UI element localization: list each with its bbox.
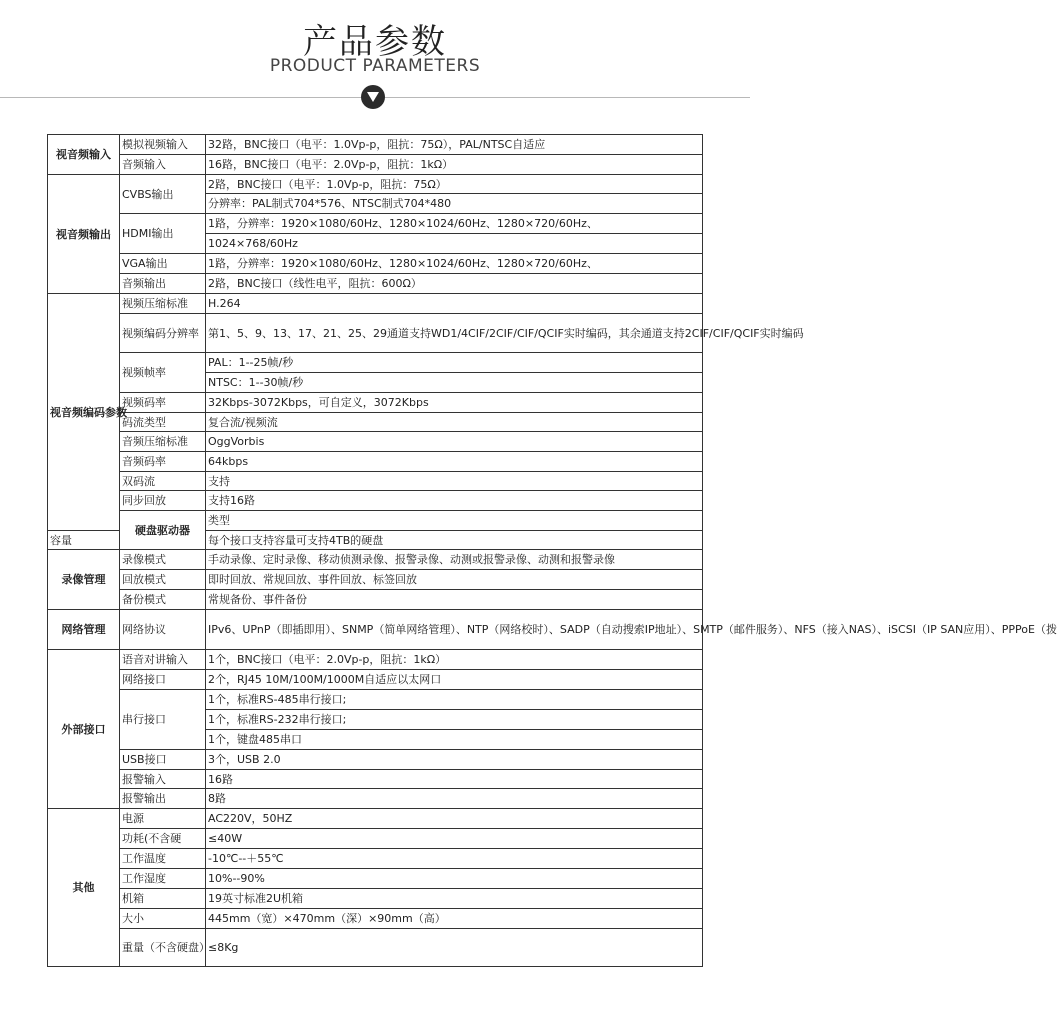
- table-row: [48, 789, 703, 809]
- param-label: 串行接口: [120, 690, 206, 750]
- param-value: 1个，标准RS-232串行接口;: [206, 710, 703, 730]
- param-value: ≤8Kg: [206, 929, 703, 967]
- param-value: 19英寸标准2U机箱: [206, 889, 703, 909]
- table-row: [48, 294, 703, 314]
- category-cell: 其他: [48, 809, 120, 967]
- table-row: [48, 550, 703, 570]
- param-label: 工作温度: [120, 849, 206, 869]
- param-label: CVBS输出: [120, 175, 206, 214]
- param-value: 8路: [206, 789, 703, 809]
- table-row: [48, 650, 703, 670]
- param-value: AC220V，50HZ: [206, 809, 703, 829]
- param-label: 报警输入: [120, 770, 206, 789]
- param-label: 工作湿度: [120, 869, 206, 889]
- param-value: 常规备份、事件备份: [206, 590, 703, 610]
- param-label: HDMI输出: [120, 214, 206, 254]
- param-label: 双码流: [120, 472, 206, 491]
- param-value: 2路，BNC接口（线性电平，阻抗：600Ω）: [206, 274, 703, 294]
- param-label: 同步回放: [120, 491, 206, 511]
- table-row: [48, 590, 703, 610]
- param-label: 报警输出: [120, 789, 206, 809]
- table-row: [48, 452, 703, 472]
- param-value: 2个，RJ45 10M/100M/1000M自适应以太网口: [206, 670, 703, 690]
- param-value: ≤40W: [206, 829, 703, 849]
- table-row: [48, 274, 703, 294]
- page-subtitle: PRODUCT PARAMETERS: [269, 56, 481, 76]
- param-value: 64kbps: [206, 452, 703, 472]
- table-row: [48, 690, 703, 710]
- table-row: [48, 175, 703, 194]
- chevron-down-icon: [361, 85, 385, 109]
- param-label: 机箱: [120, 889, 206, 909]
- param-label: 音频输入: [120, 155, 206, 175]
- category-cell: 视音频输入: [48, 135, 120, 175]
- param-label: 网络接口: [120, 670, 206, 690]
- category-cell: 网络管理: [48, 610, 120, 650]
- table-row: [48, 570, 703, 590]
- param-label: 功耗(不含硬: [120, 829, 206, 849]
- param-value: 10%--90%: [206, 869, 703, 889]
- table-row: [48, 214, 703, 234]
- category-cell: 视音频编码参数: [48, 294, 120, 531]
- table-row: [48, 770, 703, 789]
- param-label: 音频压缩标准: [120, 432, 206, 452]
- param-value: 445mm（宽）×470mm（深）×90mm（高）: [206, 909, 703, 929]
- param-value: 2路，BNC接口（电平：1.0Vp-p，阻抗：75Ω）: [206, 175, 703, 194]
- param-value: IPv6、UPnP（即插即用）、SNMP（简单网络管理）、NTP（网络校时）、SADP（自动搜索IP地址）、SMTP（邮件服务）、NFS（接入NAS）、iSCSI（IP SAN应用）、PPPoE（拨: [206, 610, 703, 650]
- table-row: [48, 314, 703, 353]
- param-value: 16路，BNC接口（电平：2.0Vp-p，阻抗：1kΩ）: [206, 155, 703, 175]
- param-value: 1024×768/60Hz: [206, 234, 703, 254]
- page-title: 产品参数: [303, 22, 447, 62]
- param-value: 3个，USB 2.0: [206, 750, 703, 770]
- table-row: [48, 829, 703, 849]
- param-value: 每个接口支持容量可支持4TB的硬盘: [206, 531, 703, 550]
- param-label: 音频输出: [120, 274, 206, 294]
- param-label: 视频压缩标准: [120, 294, 206, 314]
- table-row: [48, 889, 703, 909]
- param-label: 备份模式: [120, 590, 206, 610]
- table-row: [48, 135, 703, 155]
- param-label: 回放模式: [120, 570, 206, 590]
- table-row: [48, 849, 703, 869]
- param-label: 类型: [206, 511, 703, 531]
- table-row: [48, 155, 703, 175]
- param-value: 复合流/视频流: [206, 413, 703, 432]
- param-label: 码流类型: [120, 413, 206, 432]
- table-row: [48, 353, 703, 373]
- table-row: [48, 809, 703, 829]
- param-value: 即时回放、常规回放、事件回放、标签回放: [206, 570, 703, 590]
- param-label: 语音对讲输入: [120, 650, 206, 670]
- param-value: OggVorbis: [206, 432, 703, 452]
- param-label: USB接口: [120, 750, 206, 770]
- param-label: 录像模式: [120, 550, 206, 570]
- param-value: 手动录像、定时录像、移动侦测录像、报警录像、动测或报警录像、动测和报警录像: [206, 550, 703, 570]
- param-value: 16路: [206, 770, 703, 789]
- param-value: 32路，BNC接口（电平：1.0Vp-p，阻抗：75Ω），PAL/NTSC自适应: [206, 135, 703, 155]
- category-cell: 视音频输出: [48, 175, 120, 294]
- param-label: 电源: [120, 809, 206, 829]
- param-value: H.264: [206, 294, 703, 314]
- table-row: [48, 472, 703, 491]
- param-value: 支持: [206, 472, 703, 491]
- param-label: 重量（不含硬盘）: [120, 929, 206, 967]
- category-cell: 硬盘驱动器: [120, 511, 206, 550]
- table-row: [48, 869, 703, 889]
- param-label: 视频码率: [120, 393, 206, 413]
- param-label: 网络协议: [120, 610, 206, 650]
- param-value: 1路，分辨率：1920×1080/60Hz、1280×1024/60Hz、1280×720/60Hz、: [206, 214, 703, 234]
- spec-table: [47, 134, 1057, 967]
- table-row: [48, 909, 703, 929]
- param-value: 1个，键盘485串口: [206, 730, 703, 750]
- param-label: 模拟视频输入: [120, 135, 206, 155]
- table-row: [48, 254, 703, 274]
- param-value: 1个，标准RS-485串行接口;: [206, 690, 703, 710]
- param-value: 支持16路: [206, 491, 703, 511]
- table-row: [48, 413, 703, 432]
- table-row: [48, 610, 703, 650]
- table-row: [48, 929, 703, 967]
- header: [0, 0, 750, 120]
- param-value: 分辨率：PAL制式704*576、NTSC制式704*480: [206, 194, 703, 214]
- param-label: 容量: [48, 531, 120, 550]
- table-row: [48, 432, 703, 452]
- table-row: [48, 750, 703, 770]
- param-label: 视频帧率: [120, 353, 206, 393]
- param-value: NTSC：1--30帧/秒: [206, 373, 703, 393]
- param-label: 视频编码分辨率: [120, 314, 206, 353]
- param-value: PAL：1--25帧/秒: [206, 353, 703, 373]
- param-label: VGA输出: [120, 254, 206, 274]
- param-value: 1路，分辨率：1920×1080/60Hz、1280×1024/60Hz、1280×720/60Hz、: [206, 254, 703, 274]
- param-value: 32Kbps-3072Kbps，可自定义，3072Kbps: [206, 393, 703, 413]
- table-row: [48, 670, 703, 690]
- category-cell: 录像管理: [48, 550, 120, 610]
- table-row: [48, 511, 703, 531]
- category-cell: 外部接口: [48, 650, 120, 809]
- table-row: [48, 393, 703, 413]
- param-label: 大小: [120, 909, 206, 929]
- param-value: 第1、5、9、13、17、21、25、29通道支持WD1/4CIF/2CIF/CIF/QCIF实时编码，其余通道支持2CIF/CIF/QCIF实时编码: [206, 314, 703, 353]
- param-label: 音频码率: [120, 452, 206, 472]
- table-row: [48, 491, 703, 511]
- param-value: 1个，BNC接口（电平：2.0Vp-p，阻抗：1kΩ）: [206, 650, 703, 670]
- param-value: -10℃--＋55℃: [206, 849, 703, 869]
